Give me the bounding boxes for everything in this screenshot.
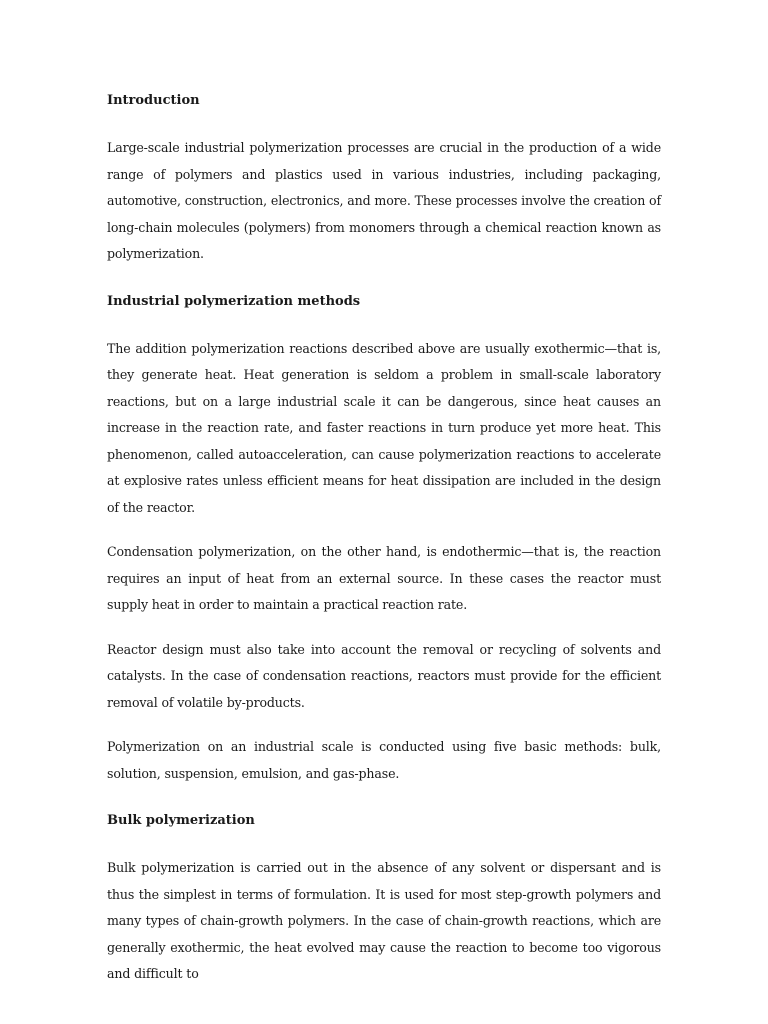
paragraph-bulk-polymerization: Bulk polymerization is carried out in the absence of any solvent or dispersant and is thus the simplest in terms of formulation. It is used for most step-growth polymers and many types of chain-growth polymers. In the case of chain-growth reactions, which are generally exothermic, the heat evolved may cause the reaction to become too vigorous and difficult to bbox=[107, 860, 661, 981]
paragraph-reactor-design: Reactor design must also take into account the removal or recycling of solvents and catalysts. In the case of condensation reactions, reactors must provide for the efficient removal of volatile by-products. bbox=[107, 641, 661, 710]
paragraph-addition-polymerization: The addition polymerization reactions described above are usually exothermic—that is, they generate heat. Heat generation is seldom a problem in small-scale laboratory reactions, but on a large industrial scale it can be dangerous, since heat causes an increase in the reaction rate, and faster reactions in turn produce yet more heat. This phenomenon, called autoacceleration, can cause polymerization reactions to accelerate at explosive rates unless efficient means for heat dissipation are included in the design of the reactor. bbox=[107, 340, 661, 515]
section-heading-introduction: Introduction bbox=[107, 93, 200, 108]
paragraph-introduction: Large-scale industrial polymerization processes are crucial in the production of a wide range of polymers and plastics used in various industries, including packaging, automotive, construction, electronics, and more. These processes involve the creation of long-chain molecules (polymers) from monomers through a chemical reaction known as polymerization. bbox=[107, 140, 661, 261]
section-heading-bulk-polymerization: Bulk polymerization bbox=[107, 813, 255, 828]
paragraph-condensation-polymerization: Condensation polymerization, on the other hand, is endothermic—that is, the reaction requires an input of heat from an external source. In these cases the reactor must supply heat in order to maintain a practical reaction rate. bbox=[107, 544, 661, 612]
section-heading-industrial-methods: Industrial polymerization methods bbox=[107, 293, 361, 309]
document-page bbox=[107, 91, 661, 988]
paragraph-five-methods: Polymerization on an industrial scale is conducted using five basic methods: bulk, solution, suspension, emulsion, and gas-phase. bbox=[107, 739, 661, 781]
